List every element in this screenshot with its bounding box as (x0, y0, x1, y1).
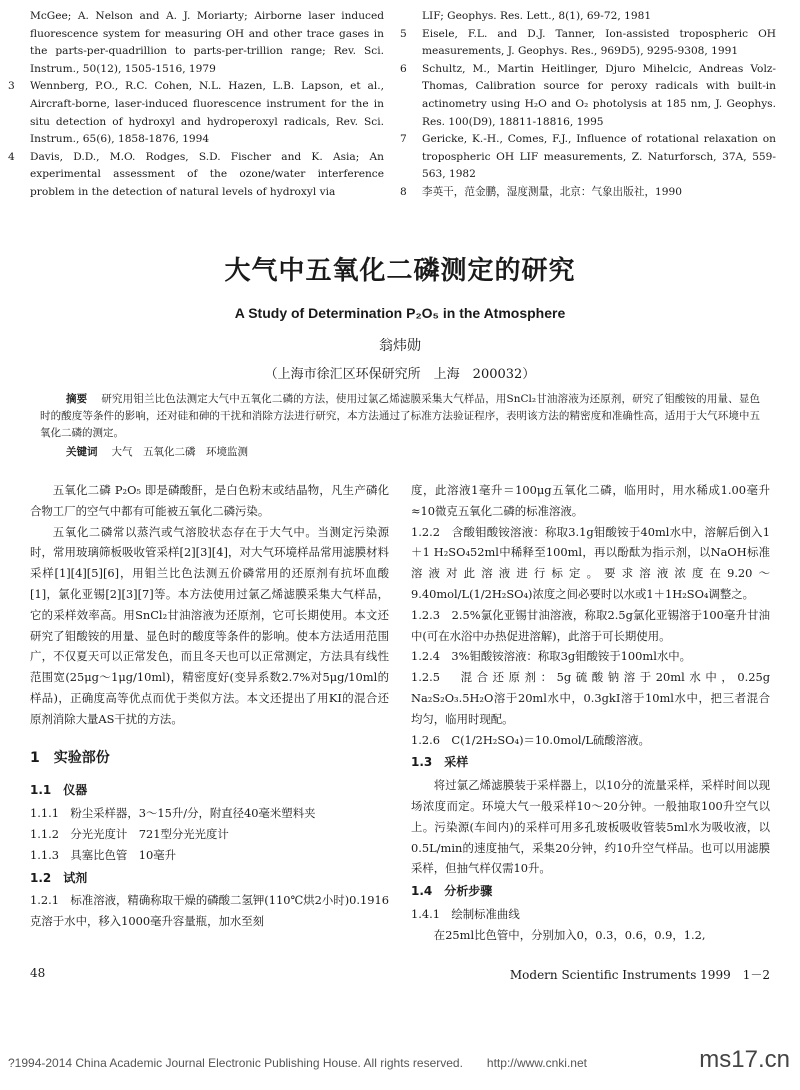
reference-item (400, 26, 776, 61)
references-right-column (400, 8, 776, 202)
page-number: 48 (30, 966, 46, 980)
paper-title-english: A Study of Determination P₂O₅ in the Atmosphere (234, 305, 566, 321)
intro-paragraph: 五氧化二磷常以蒸汽或气溶胶状态存在于大气中。当测定污染源时，常用玻璃筛板吸收管采样[2][3][4]，对大气环境样品常用滤膜材料采样[1][4][5][6]，用钼兰比色法测五价磷常用的还原剂有抗坏血酸[1]，氯化亚锡[2][3][7]等。本方法使用过氯乙烯滤膜采集大气样品，它的采样效率高。用SnCl₂甘油溶液为还原剂，它可长期使用。本文还研究了钼酸铵的用量、显色时的酸度等条件的影响。使本方法适用范围广，不仅夏天可以正常发色，而且冬天也可以正常测定，方法具有线性范围宽(25μg～1μg/10ml)，精密度好(变异系数2.7%对5μg/10ml的样品)，正确度高等优点而优于类似方法。本文还提出了用KI的混合还原剂消除大量AS干扰的方法。 (30, 524, 389, 726)
reference-text: Eisele, F.L. and D.J. Tanner, Ion-assisted tropospheric OH measurements, J. Geophys. Res., 969D5), 9295-9308, 1991 (422, 27, 776, 58)
paper-title-chinese: 大气中五氧化二磷测定的研究 (224, 256, 576, 286)
reference-text: Gericke, K.-H., Comes, F.J., Influence of rotational relaxation on tropospheric OH LIF measurements, Z. Naturforsch, 37A, 559-563, 1982 (422, 133, 776, 181)
subsection-heading: 1.3 采样 (411, 755, 469, 770)
subsection-heading: 1.1 仪器 (30, 783, 88, 798)
body-paragraph: 将过氯乙烯滤膜装于采样器上，以10分的流量采样，采样时间以现场浓度而定。环境大气一般采样10～20分钟。一般抽取100升空气以上。污染源(车间内)的采样可用多孔玻板吸收管装5ml水为吸收液，以0.5L/min的速度抽气，采集20分钟，约10升空气样品。也可以用滤膜采样，但抽气样仅需10升。 (411, 778, 770, 876)
list-item: 1.2.4 3%钼酸铵溶液：称取3g钼酸铵于100ml水中。 (411, 649, 692, 664)
reference-number: 8 (400, 185, 407, 198)
reference-number: 7 (400, 133, 407, 146)
list-item: 1.2.3 2.5%氯化亚锡甘油溶液，称取2.5g氯化亚锡溶于100毫升甘油中(可在水浴中办热促进溶解)，此溶于可长期使用。 (411, 607, 770, 643)
body-columns (30, 480, 770, 946)
body-paragraph: 在25ml比色管中，分别加入0，0.3，0.6，0.9，1.2, (433, 927, 706, 942)
reference-item (400, 8, 776, 26)
subsection-heading: 1.4 分析步骤 (411, 884, 493, 899)
reference-item (400, 184, 776, 202)
reference-item (400, 61, 776, 131)
reference-item (400, 131, 776, 184)
reference-number: 5 (400, 27, 407, 40)
author: 翁炜勋 (379, 338, 421, 354)
list-item: 1.4.1 绘制标准曲线 (411, 906, 520, 921)
journal-name: Modern Scientific Instruments 1999 1－2 (509, 968, 770, 982)
list-item: 1.2.5 混合还原剂：5g硫酸钠溶于20ml水中，0.25g Na₂S₂O₃.5H₂O溶于20ml水中，0.3gkI溶于10ml水中，把三者混合均匀，临用时现配。 (411, 670, 770, 726)
reference-text: Wennberg, P.O., R.C. Cohen, N.L. Hazen, L.B. Lapson, et al., Aircraft-borne, laser-induced fluorescence instrument for the in situ detection of hydroxyl and hydroperoxyl radicals, Rev. Sci. Instrum., 65(6), 1858-1876, 1994 (30, 80, 384, 146)
abstract-block (40, 391, 760, 461)
reference-text: 李英干，范金鹏，湿度测量，北京：气象出版社，1990 (422, 185, 683, 198)
reference-item (8, 149, 384, 202)
list-item: 1.1.2 分光光度计 721型分光光度计 (30, 826, 229, 841)
list-item: 1.2.2 含酸钼酸铵溶液：称取3.1g钼酸铵于40ml水中，溶解后倒入1＋1 H₂SO₄52ml中稀释至100ml，再以酚酞为指示剂，以NaOH标准溶液对此溶液进行标定。要求溶液浓度在9.20～9.40mol/L(1/2H₂SO₄)浓度之间必要时以水或1＋1H₂SO₄调整之。 (411, 524, 770, 601)
copyright-notice: ?1994-2014 China Academic Journal Electronic Publishing House. All rights reserved. http://www.cnki.net (8, 1056, 587, 1070)
reference-item (8, 78, 384, 148)
reference-number (400, 8, 422, 26)
section-heading: 1 实验部份 (30, 749, 110, 766)
intro-paragraph: 五氧化二磷 P₂O₅ 即是磷酸酐，是白色粉末或结晶物，凡生产磷化合物工厂的空气中都有可能被五氧化二磷污染。 (30, 483, 389, 518)
references-block (8, 8, 792, 202)
reference-text: McGee; A. Nelson and A. J. Moriarty; Airborne laser induced fluorescence system for measuring OH and other trace gases in the parts-per-quadrillion to parts-per-trillion range; Rev. Sci. Instrum., 50(12), 1505-1516, 1979 (30, 10, 384, 75)
abstract-label: 摘要 (66, 393, 88, 405)
affiliation: （上海市徐汇区环保研究所 上海 200032） (264, 367, 536, 382)
keywords-line (40, 444, 760, 461)
abstract-paragraph (40, 391, 760, 442)
body-paragraph: 度，此溶液1毫升＝100μg五氧化二磷，临用时，用水稀成1.00毫升≈10微克五氧化二磷的标准溶液。 (411, 483, 770, 518)
reference-text: Davis, D.D., M.O. Rodges, S.D. Fischer and K. Asia; An experimental assessment of the ozone/water interference problem in the detection of natural levels of hydroxyl via (30, 150, 384, 198)
subsection-heading: 1.2 试剂 (30, 870, 88, 885)
keywords-label: 关键词 (66, 446, 98, 458)
page-footer (30, 966, 770, 983)
reference-item (8, 8, 384, 78)
keywords-text: 大气 五氧化二磷 环境监测 (111, 446, 248, 458)
list-item: 1.1.1 粉尘采样器，3～15升/分，附直径40毫米塑料夹 (30, 806, 316, 821)
list-item: 1.2.6 C(1/2H₂SO₄)＝10.0mol/L硫酸溶液。 (411, 732, 650, 747)
watermark: ms17.cn (699, 1046, 790, 1073)
reference-number: 3 (8, 80, 15, 93)
reference-number: 6 (400, 62, 407, 75)
references-left-column (8, 8, 384, 202)
abstract-text: 研究用钼兰比色法测定大气中五氧化二磷的方法，使用过氯乙烯滤膜采集大气样品，用SnCl₂甘油溶液为还原剂，研究了钼酸铵的用量、显色时的酸度等条件的影响，还对硅和砷的干扰和消除方法进行研究，本方法通过了标准方法验证程序，表明该方法的精密度和准确性高，适用于大气环境中五氧化二磷的测定。 (40, 393, 760, 439)
list-item: 1.2.1 标准溶液，精确称取干燥的磷酸二氢钾(110℃烘2小时)0.1916克溶于水中，移入1000毫升容量瓶，加水至刻 (30, 893, 389, 929)
right-column (411, 480, 770, 946)
reference-text: LIF; Geophys. Res. Lett., 8(1), 69-72, 1981 (422, 10, 652, 22)
list-item: 1.1.3 具塞比色管 10毫升 (30, 847, 176, 862)
title-block (0, 238, 800, 382)
reference-number (8, 8, 30, 78)
reference-number: 4 (8, 150, 15, 163)
reference-text: Schultz, M., Martin Heitlinger, Djuro Mihelcic, Andreas Volz-Thomas, Calibration source for peroxy radicals with built-in actinometry using H₂O and O₂ photolysis at 185 nm, J. Geophys. Res. 100(D9), 18811-18816, 1995 (422, 62, 776, 128)
left-column (30, 480, 389, 946)
